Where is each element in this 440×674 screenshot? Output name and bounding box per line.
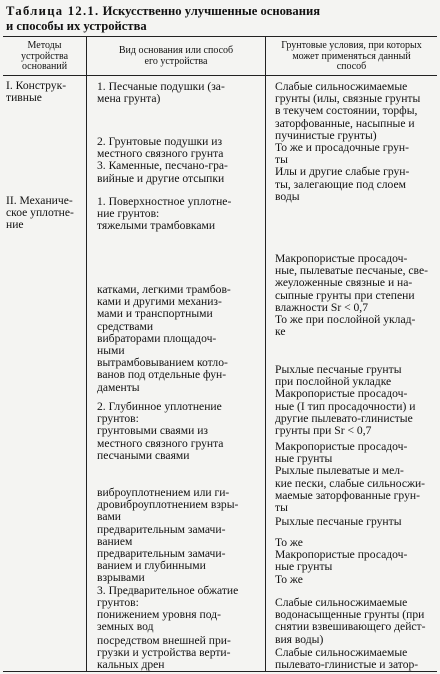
column-divider	[265, 37, 266, 671]
foundation-item: 1. Поверхностное уплотне- ние грунтов: тяжелыми трамбовками	[97, 195, 232, 233]
soil-condition: Рыхлые песчаные грунты при послойной укладке Макропористые просадоч- ные (I тип просадочности) и другие пылевато-глинистые грунты при Sr < 0,7	[275, 363, 416, 438]
table-title-line-1: Искусственно улучшенные основания	[102, 4, 321, 18]
column-divider	[86, 37, 87, 671]
table-title-line-2: и способы их устройства	[6, 19, 147, 33]
header-foundation-type: Вид основания или способ его устройства	[118, 45, 234, 67]
methods-table	[3, 36, 437, 672]
foundation-item: 2. Грунтовые подушки из местного связного грунта 3. Каменные, песчано-гра- вийные и другие отсыпки	[97, 135, 228, 185]
method-constructive: I. Конструк- тивные	[6, 79, 67, 105]
soil-condition: Рыхлые песчаные грунты	[275, 515, 402, 528]
table-number: Таблица 12.1.	[6, 4, 100, 18]
soil-condition: То же Макропористые просадоч- ные грунты То же	[275, 536, 408, 586]
foundation-item: 1. Песчаные подушки (за- мена грунта)	[97, 80, 225, 106]
table-title	[6, 4, 434, 34]
soil-condition: Слабые сильносжимаемые грунты (илы, связные грунты в текучем состоянии, торфы, заторфованные, насыпные и пучинистые грунты) То же и просадочные грун- ты Илы и другие слабые грун- ты, залегающие под слоем воды	[275, 80, 421, 203]
header-soil-conditions: Грунтовые условия, при которых может применяться данный способ	[281, 40, 422, 72]
foundation-item: 2. Глубинное уплотнение грунтов: грунтовыми сваями из местного связного грунта песчаными сваями	[97, 400, 224, 462]
method-mechanical-compaction: II. Механиче- ское уплотне- ние	[6, 194, 74, 232]
soil-condition: Слабые сильносжимаемые водонасыщенные грунты (при снятии взвешивающего дейст- вия воды)	[275, 596, 426, 646]
foundation-item: посредством внешней при- грузки и устройства верти- кальных дрен	[97, 634, 231, 672]
header-methods: Методы устройства оснований	[20, 40, 69, 72]
header-divider	[3, 75, 437, 76]
foundation-item: виброуплотнением или ги- дровиброуплотнением взры- вами предварительным замачи- ванием предварительным замачи- ванием и глубинными взрывами 3. Предварительное обжатие грунтов: понижением уровня под- земных вод	[97, 486, 239, 634]
foundation-item: катками, легкими трамбов- ками и другими механиз- мами и транспортными средствами вибраторами площадоч- ными вытрамбовыванием котло- ванов под отдельные фун- даменты	[97, 283, 231, 394]
soil-condition: Макропористые просадоч- ные, пылеватые песчаные, све- жеуложенные связные и на- сыпные грунты при степени влажности Sr < 0,7 То же при послойной уклад- ке	[275, 252, 428, 339]
soil-condition: Слабые сильносжимаемые пылевато-глинистые и затор-	[275, 646, 419, 672]
soil-condition: Макропористые просадоч- ные грунты Рыхлые пылеватые и мел- кие пески, слабые сильносжи- маемые заторфованные грун- ты	[275, 440, 426, 515]
